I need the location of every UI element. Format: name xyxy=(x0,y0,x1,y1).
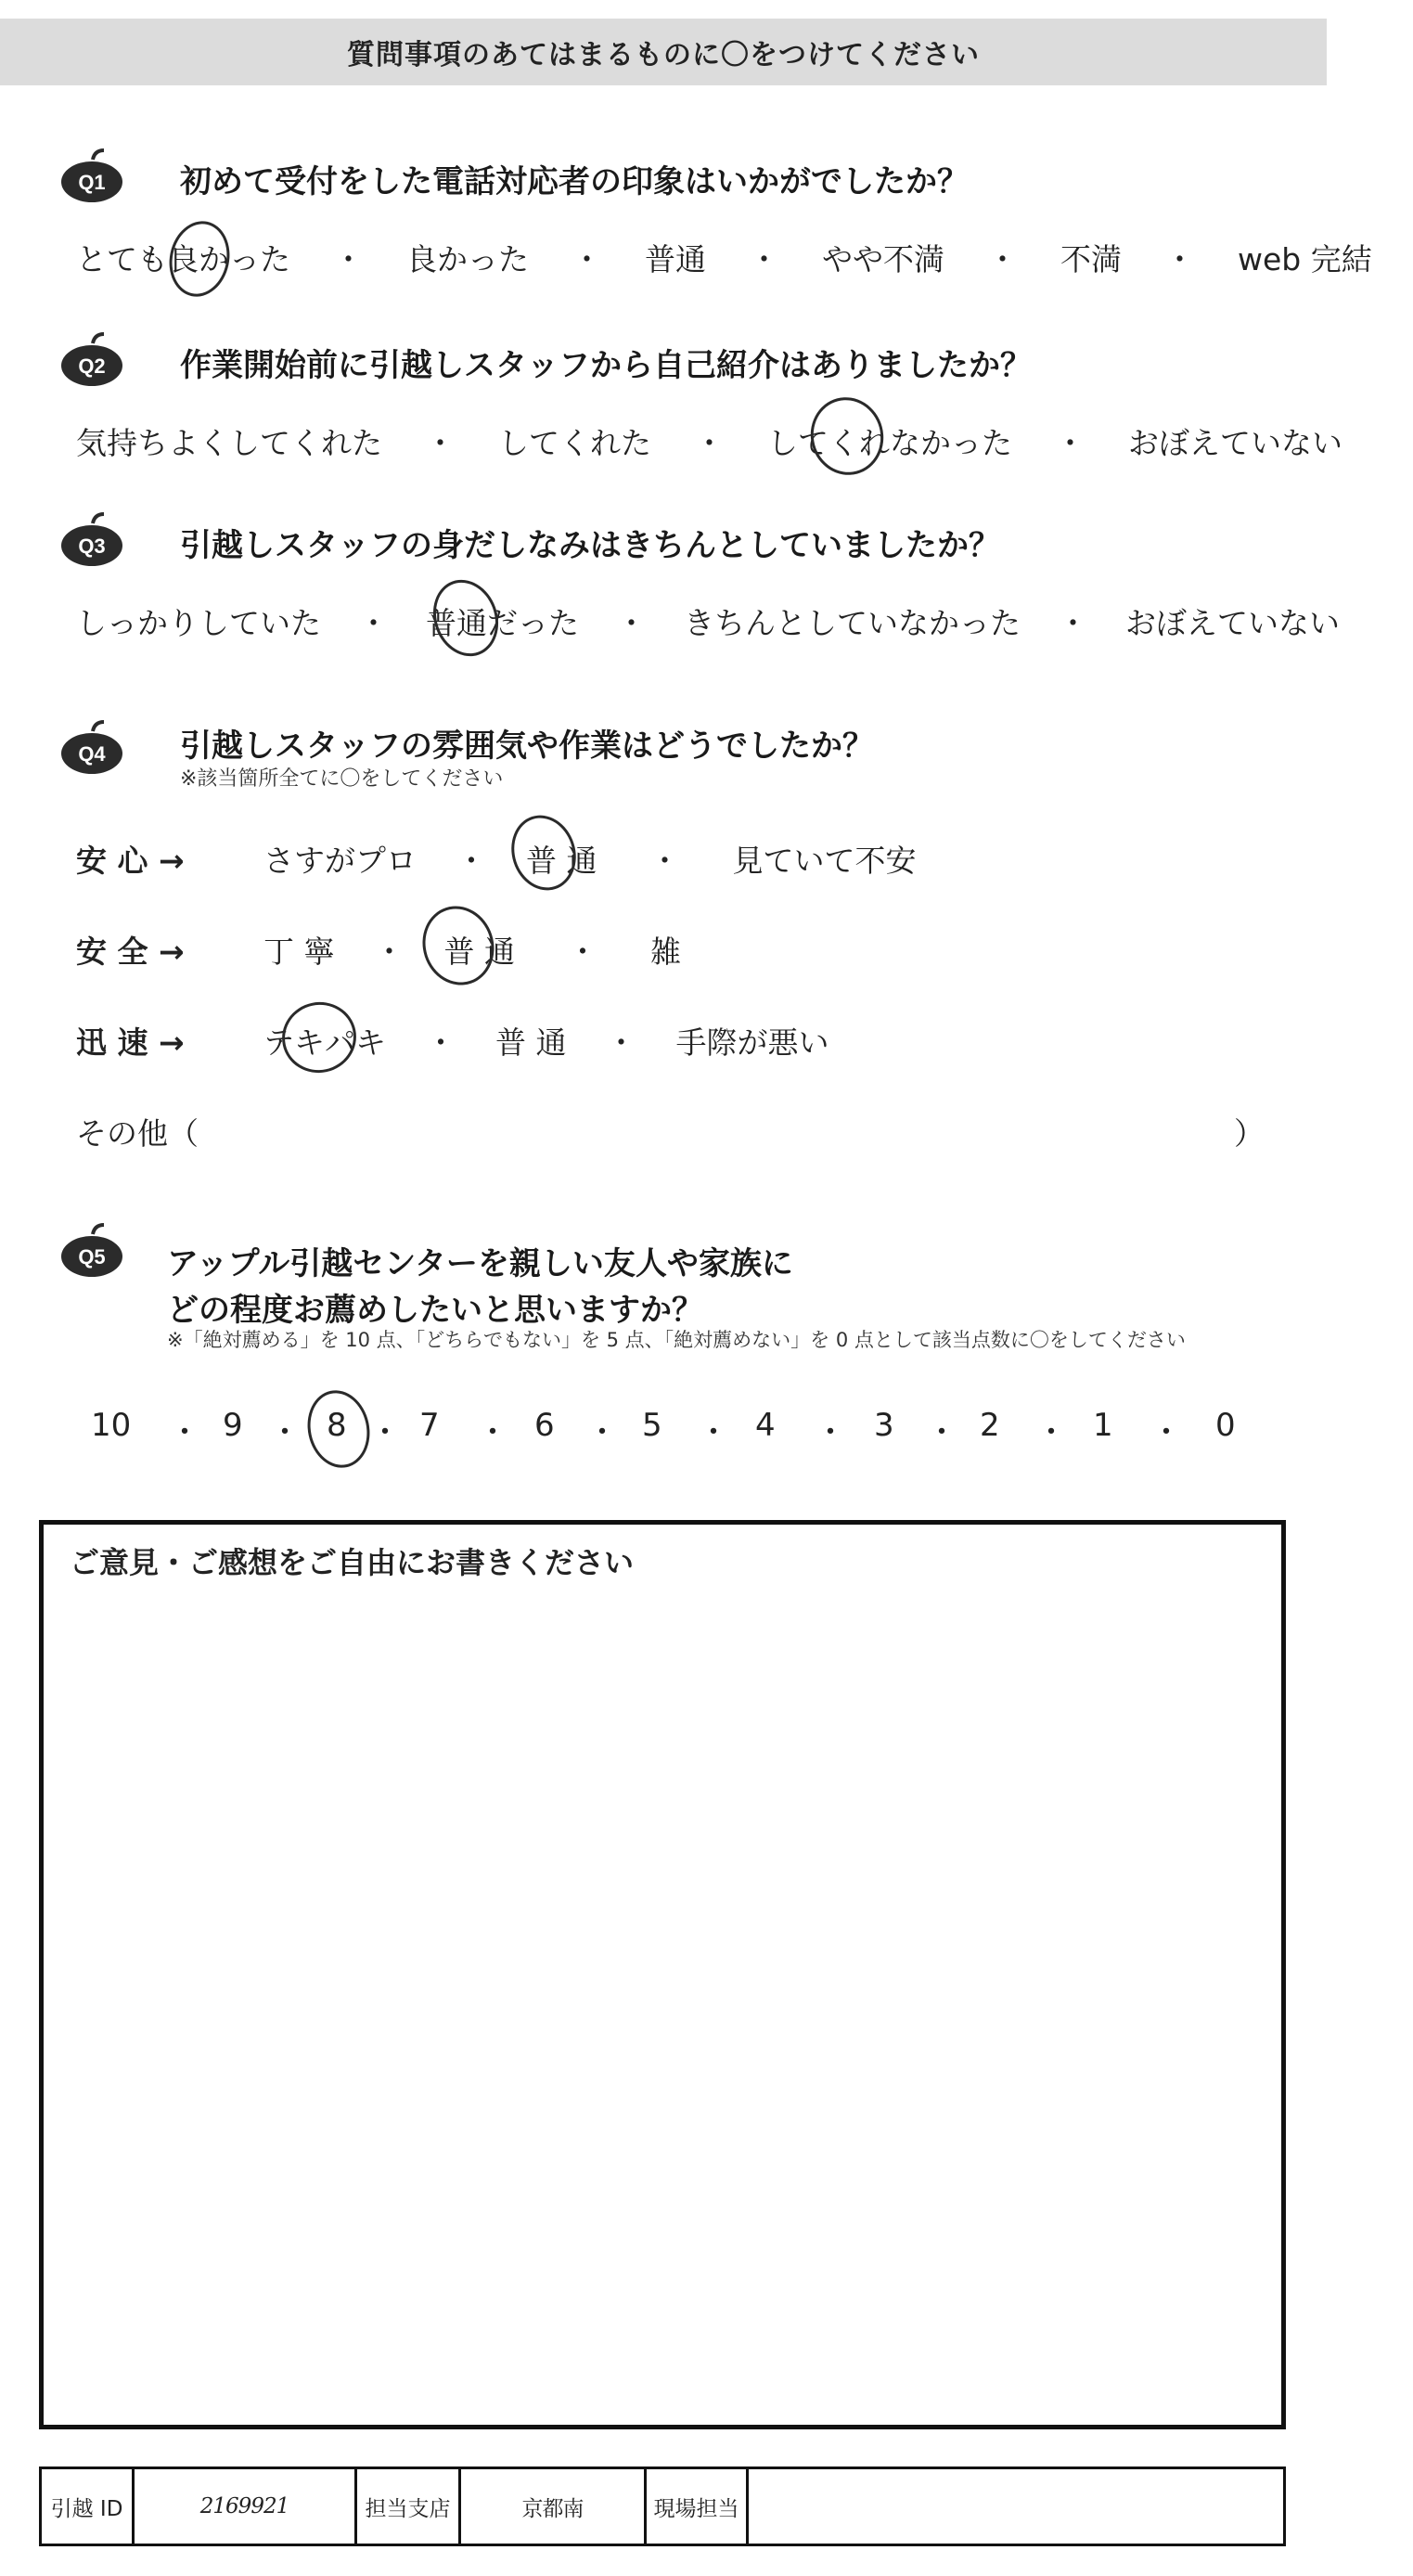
q5-question-line2: どの程度お薦めしたいと思いますか？ xyxy=(167,1292,703,1329)
q4-row-jinsoku-options: テキパキ ・ 普 通 ・ 手際が悪い xyxy=(263,1024,829,1061)
svg-text:Q4: Q4 xyxy=(78,742,106,766)
comments-box[interactable] xyxy=(39,1520,1286,2429)
q4-anzen-selected-circle xyxy=(413,896,505,994)
q4-jinsoku-option-1[interactable]: テキパキ xyxy=(263,1024,386,1061)
q4-row-anzen xyxy=(76,928,185,972)
q4-row-anshin xyxy=(76,837,185,881)
q4-other-close: ） xyxy=(1234,1115,1265,1152)
q1-question: 初めて受付をした電話対応者の印象はいかがでしたか？ xyxy=(180,163,969,200)
site-staff-label: 現場担当 xyxy=(647,2469,749,2544)
q3-option-4[interactable]: おぼえていない xyxy=(1125,605,1340,641)
q3-selected-circle xyxy=(423,571,509,665)
q4-anshin-selected-circle xyxy=(502,807,585,899)
q5-score-5[interactable]: 5 xyxy=(642,1407,662,1444)
q3-badge-icon xyxy=(59,512,124,566)
q2-option-4[interactable]: おぼえていない xyxy=(1128,425,1342,461)
q2-option-3[interactable]: してくれなかった xyxy=(767,425,1012,461)
q4-row-label: 安 全 → xyxy=(76,934,185,970)
q5-score-9[interactable]: 9 xyxy=(223,1407,243,1444)
q4-other-field[interactable] xyxy=(213,1110,1225,1151)
q5-score-2[interactable]: 2 xyxy=(980,1407,1000,1444)
q4-row-anzen-options: 丁 寧 ・ 普 通 ・ 雑 xyxy=(263,934,681,970)
q1-badge-icon xyxy=(59,148,124,202)
branch-value[interactable]: 京都南 xyxy=(461,2469,647,2544)
site-staff-value[interactable] xyxy=(749,2469,1283,2544)
q4-jinsoku-option-2[interactable]: 普 通 xyxy=(495,1024,567,1061)
move-id-value[interactable]: 2169921 xyxy=(135,2469,357,2544)
q1-options: とても良かった ・ 良かった ・ 普通 ・ やや不満 ・ 不満 ・ web 完結 xyxy=(76,236,1372,279)
q5-score-6[interactable]: 6 xyxy=(534,1407,555,1444)
q2-selected-circle xyxy=(802,389,892,483)
header-title: 質問事項のあてはまるものに〇をつけてください xyxy=(347,39,980,71)
q2-badge-icon xyxy=(59,332,124,386)
q4-row-label: 迅 速 → xyxy=(76,1024,185,1061)
svg-text:Q2: Q2 xyxy=(78,354,106,378)
q3-question: 引越しスタッフの身だしなみはきちんとしていましたか？ xyxy=(180,527,1000,564)
q5-question-line1: アップル引越センターを親しい友人や家族に xyxy=(167,1245,793,1282)
q3-option-2[interactable]: 普通だった xyxy=(426,605,579,641)
q4-anzen-option-1[interactable]: 丁 寧 xyxy=(263,934,335,970)
q5-score-0[interactable]: 0 xyxy=(1215,1407,1236,1444)
svg-text:Q3: Q3 xyxy=(78,535,106,558)
q4-anshin-option-2[interactable]: 普 通 xyxy=(526,843,597,879)
q3-option-3[interactable]: きちんとしていなかった xyxy=(684,605,1021,641)
q2-options: 気持ちよくしてくれた ・ してくれた ・ してくれなかった ・ おぼえていない xyxy=(76,419,1342,463)
q1-option-1[interactable]: とても良かった xyxy=(76,241,290,277)
comments-title: ご意見・ご感想をご自由にお書きください xyxy=(70,1545,635,1580)
q1-selected-circle xyxy=(162,215,237,303)
q4-anshin-option-1[interactable]: さすがプロ xyxy=(263,843,417,879)
footer-table xyxy=(39,2467,1286,2546)
q1-option-4[interactable]: やや不満 xyxy=(822,241,944,277)
q4-anzen-option-3[interactable]: 雑 xyxy=(650,934,681,970)
q4-row-label: 安 心 → xyxy=(76,843,185,879)
q1-option-5[interactable]: 不満 xyxy=(1060,241,1122,277)
q1-option-6[interactable]: web 完結 xyxy=(1238,241,1372,277)
q2-option-1[interactable]: 気持ちよくしてくれた xyxy=(76,425,382,461)
q3-option-1[interactable]: しっかりしていた xyxy=(76,605,321,641)
header-bar xyxy=(0,19,1327,85)
q4-jinsoku-selected-circle xyxy=(276,996,363,1080)
q2-option-2[interactable]: してくれた xyxy=(498,425,651,461)
q5-note: ※「絶対薦める」を 10 点、「どちらでもない」を 5 点、「絶対薦めない」を 0 点として該当点数に〇をしてください xyxy=(167,1329,1186,1351)
q4-row-jinsoku xyxy=(76,1019,185,1063)
q3-options: しっかりしていた ・ 普通だった ・ きちんとしていなかった ・ おぼえていない xyxy=(76,599,1340,643)
q4-badge-icon xyxy=(59,720,124,774)
svg-text:Q5: Q5 xyxy=(78,1245,106,1269)
q4-anshin-option-3[interactable]: 見ていて不安 xyxy=(732,843,917,879)
q5-badge-icon xyxy=(59,1223,124,1277)
q5-score-7[interactable]: 7 xyxy=(419,1407,440,1444)
q1-option-2[interactable]: 良かった xyxy=(406,241,529,277)
q2-question: 作業開始前に引越しスタッフから自己紹介はありましたか？ xyxy=(180,347,1032,384)
q5-score-10[interactable]: 10 xyxy=(91,1407,132,1444)
q4-other-label: その他（ xyxy=(76,1115,199,1152)
q4-question: 引越しスタッフの雰囲気や作業はどうでしたか？ xyxy=(180,728,874,765)
q4-row-anshin-options: さすがプロ ・ 普 通 ・ 見ていて不安 xyxy=(263,843,917,879)
svg-text:Q1: Q1 xyxy=(78,171,106,194)
q1-option-3[interactable]: 普通 xyxy=(645,241,706,277)
q4-anzen-option-2[interactable]: 普 通 xyxy=(443,934,515,970)
q5-selected-circle xyxy=(301,1385,377,1474)
q4-note: ※該当箇所全てに〇をしてください xyxy=(180,767,504,791)
q5-score-4[interactable]: 4 xyxy=(755,1407,776,1444)
q4-jinsoku-option-3[interactable]: 手際が悪い xyxy=(675,1024,829,1061)
q5-score-8[interactable]: 8 xyxy=(327,1407,347,1444)
q5-score-3[interactable]: 3 xyxy=(874,1407,894,1444)
q5-score-1[interactable]: 1 xyxy=(1093,1407,1113,1444)
branch-label: 担当支店 xyxy=(357,2469,461,2544)
move-id-label: 引越 ID xyxy=(42,2469,135,2544)
